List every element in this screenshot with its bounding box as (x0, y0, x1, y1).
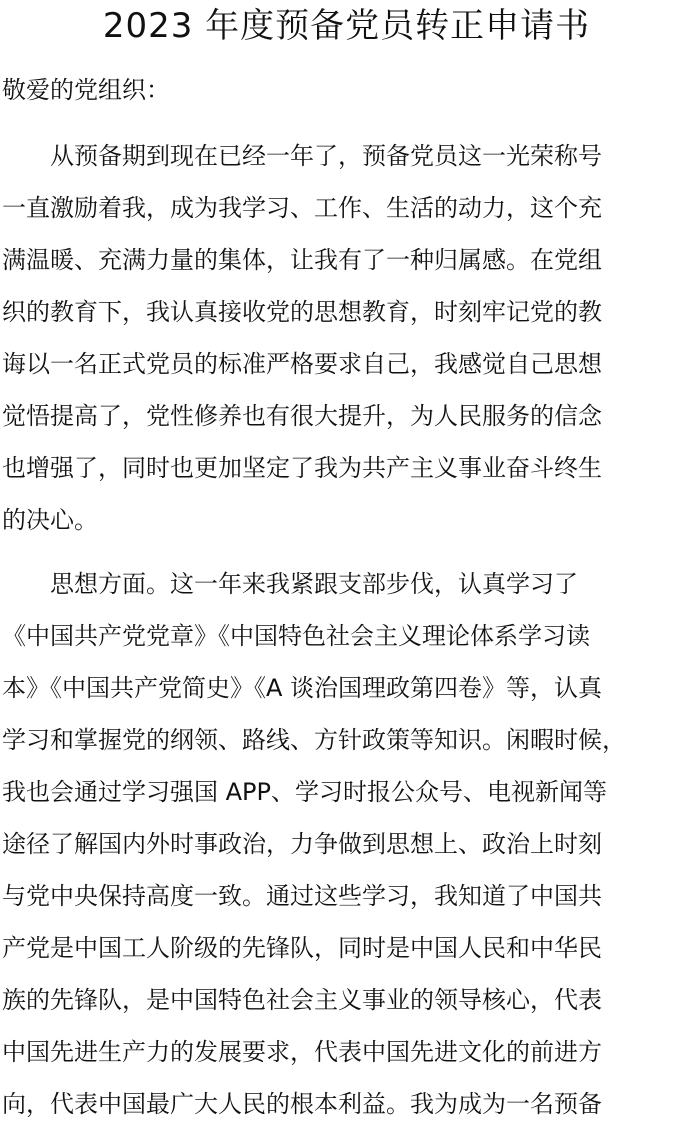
document-title: 2023 年度预备党员转正申请书 (102, 6, 591, 46)
paragraph-line: 途径了解国内外时事政治，力争做到思想上、政治上时刻 (2, 830, 602, 858)
salutation: 敬爱的党组织： (2, 76, 170, 104)
paragraph-line: 觉悟提高了，党性修养也有很大提升，为人民服务的信念 (2, 402, 602, 430)
paragraph-line: 与党中央保持高度一致。通过这些学习，我知道了中国共 (2, 882, 602, 910)
paragraph-line: 一直激励着我，成为我学习、工作、生活的动力，这个充 (2, 194, 602, 222)
paragraph-intro (2, 130, 692, 546)
paragraph-line: 学习和掌握党的纲领、路线、方针政策等知识。闲暇时候， (2, 726, 626, 754)
paragraph-line: 中国先进生产力的发展要求，代表中国先进文化的前进方 (2, 1038, 602, 1066)
paragraph-line: 诲以一名正式党员的标准严格要求自己，我感觉自己思想 (2, 350, 602, 378)
paragraph-line: 我也会通过学习强国 APP、学习时报公众号、电视新闻等 (2, 778, 607, 806)
paragraph-line: 思想方面。这一年来我紧跟支部步伐，认真学习了 (2, 570, 578, 598)
paragraph-line: 织的教育下，我认真接收党的思想教育，时刻牢记党的教 (2, 298, 602, 326)
paragraph-line: 向，代表中国最广大人民的根本利益。我为成为一名预备 (2, 1090, 602, 1118)
paragraph-line: 从预备期到现在已经一年了，预备党员这一光荣称号 (2, 142, 602, 170)
paragraph-line: 本》《中国共产党简史》《A 谈治国理政第四卷》等，认真 (2, 674, 603, 702)
paragraph-line: 的决心。 (2, 506, 98, 534)
paragraph-line: 族的先锋队，是中国特色社会主义事业的领导核心，代表 (2, 986, 602, 1014)
paragraph-thought (2, 558, 692, 1130)
paragraph-line: 也增强了，同时也更加坚定了我为共产主义事业奋斗终生 (2, 454, 602, 482)
paragraph-line: 产党是中国工人阶级的先锋队，同时是中国人民和中华民 (2, 934, 602, 962)
paragraph-line: 满温暖、充满力量的集体，让我有了一种归属感。在党组 (2, 246, 602, 274)
paragraph-line: 《中国共产党党章》《中国特色社会主义理论体系学习读 (2, 622, 590, 650)
